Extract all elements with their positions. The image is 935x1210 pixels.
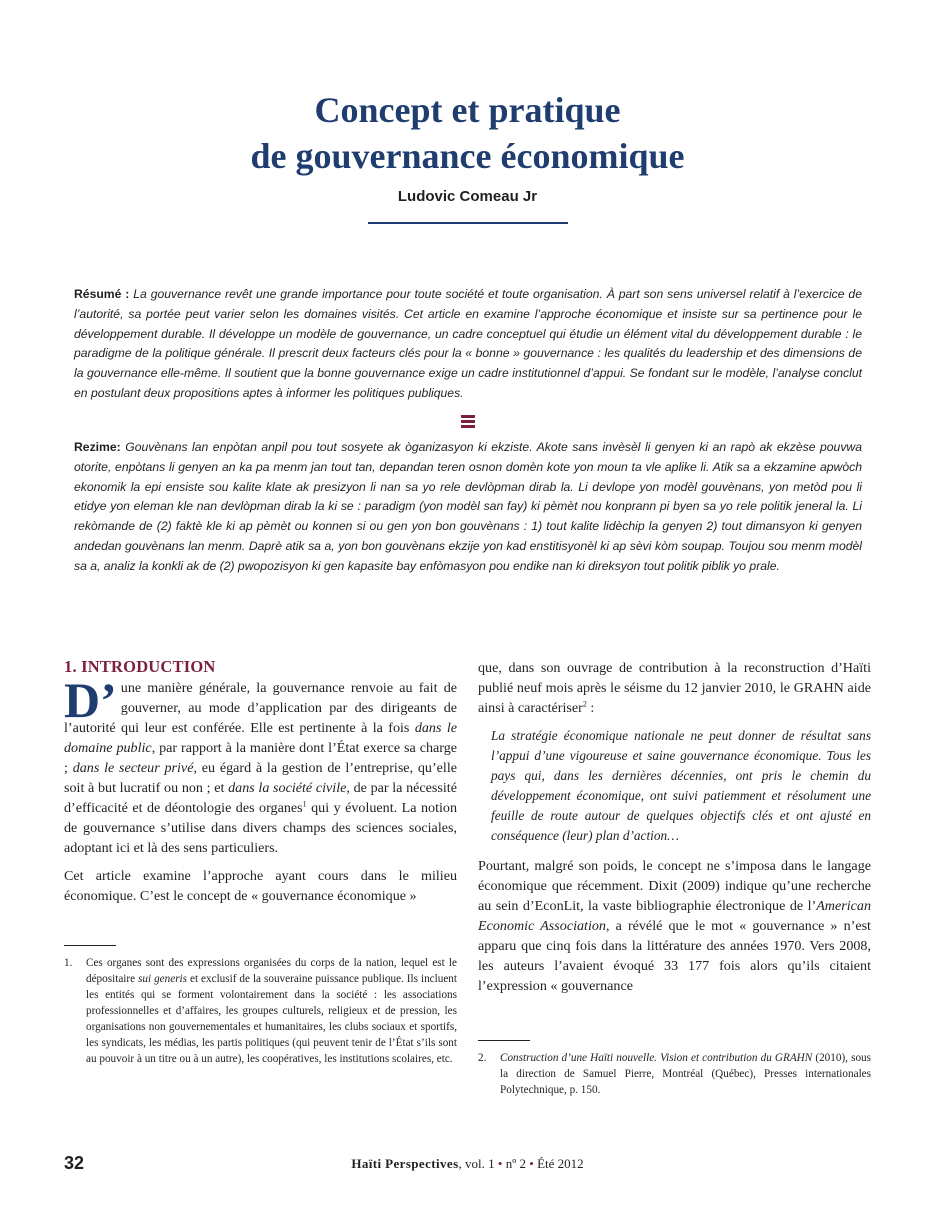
right-column [478,658,871,996]
abstract-creole [74,438,862,577]
footnote-ref-2[interactable]: 2 [582,699,587,709]
footer-bullet-1: • [497,1156,503,1171]
abstract-creole-label: Rezime: [74,440,121,454]
p1-text-g: , de par la nécessité d’efficacité et de déontologie des organes [64,780,457,816]
fn1-text-c: et exclusif de la souveraine puissance publique. Ils incluent les entités qui se forment volontairement dans la société : les associations professionnelles et d’affaires, les groupes culturels, religieux et de pression, les organisations non gouvernementales et humanitaires, les clubs sociaux et sportifs, les syndicats, les médias, les partis politiques (qui peuvent tenir de l’État s’ils sont au pouvoir à un titre ou à un autre), les coopératives, les institutions scolaires, etc. [86,973,457,1065]
footnote-2-text [500,1050,871,1098]
footnote-1-text [86,955,457,1067]
author-name: Ludovic Comeau Jr [397,188,538,205]
intro-paragraph-2: Cet article examine l’approche ayant cours dans le milieu économique. C’est le concept de « gouvernance économique » [64,868,457,904]
page-number: 32 [64,1153,85,1173]
footnote-2 [478,1050,871,1098]
footer-volume: , vol. 1 [458,1156,498,1171]
abstract-french-text: La gouvernance revêt une grande importance pour toute société et toute organisation. À part son sens universel relatif à l’exercice de l’autorité, sa portée peut varier selon les domaines visités. Cet article en examine l’approche économique et insiste sur sa pertinence pour le développement durable. Il développe un modèle de gouvernance, un cadre conceptuel qui étudie un élément vital du développement durable : le paradigme de la politique générale. Il prescrit deux facteurs clés pour la « bonne » gouvernance : les qualités du leadership et des dimensions de la gouvernance elle-même. Il soutient que la bonne gouvernance exige un cadre institutionnel d’appui. Se fondant sur le modèle, l’analyse conclut en postulant deux propositions aptes à informer les politiques publiques. [74,287,862,400]
drop-cap: D’ [64,672,117,728]
p1-emph-private: dans le secteur privé [72,760,194,776]
p4-emph: American Economic Association [478,898,871,934]
fn1-text-a: Ces organes sont des expressions organisées du corps de la nation, lequel est le dépositaire [86,957,457,985]
abstract-french-label: Résumé : [74,287,130,301]
article-title [0,87,935,179]
intro-paragraph-3 [478,658,871,718]
footnote-rule [64,945,116,946]
p1-text-h: qui y évoluent. La notion de gouvernance s’utilise dans divers champs des sciences sociales, adoptant ici et là des sens particuliers. [64,800,457,856]
p1-emph-public: dans le domaine public [64,720,457,756]
footnote-2-block [478,1040,871,1098]
p4-text-a: Pourtant, malgré son poids, le concept ne s’imposa dans le langage économique que récemment. Dixit (2009) indique qu’une recherche au sein d’EconLit, la vaste bibliographie électronique de l’ [478,858,871,914]
p3-text-a: que, dans son ouvrage de contribution à la reconstruction d’Haïti publié neuf mois après le séisme du 12 janvier 2010, le GRAHN aide ainsi à caractériser [478,660,871,716]
footnote-2-number: 2. [478,1052,487,1064]
footer-issue: nº 2 [502,1156,530,1171]
p1-text-c: , par rapport à la manière dont l’État exerce sa charge ; [64,740,457,776]
abstract-french [74,285,862,404]
journal-name: Haïti Perspectives [351,1156,459,1171]
fn2-text-b: (2010), sous la direction de Samuel Pierre, Montréal (Québec), Presses internationales Polytechnique, p. 150. [500,1052,871,1096]
footnote-1-block [64,945,457,1067]
footnote-ref-1[interactable]: 1 [302,799,307,809]
footer-bullet-2: • [529,1156,534,1171]
fn2-emph: Construction d’une Haïti nouvelle. Vision et contribution du GRAHN [500,1052,813,1064]
running-footer [0,1156,935,1172]
footer-season: Été 2012 [533,1156,584,1171]
p4-text-c: , a révélé que le mot « gouvernance » n’est apparu que cinq fois dans la littérature des années 1970. Vers 2008, les auteurs l’avaient évoqué 33 177 fois alors qu’ils citaient l’expression « gouvernance [478,918,871,994]
block-quote: La stratégie économique nationale ne peut donner de résultat sans l’appui d’une vigoureuse et saine gouvernance économique. Tous les pays qui, dans les dernières décennies, ont pris le chemin du développement économique, ont suivi patiemment et résolument une feuille de route autour de quelques objectifs clés et ont ajusté en conséquence (leur) plan d’action… [491,728,871,843]
p1-emph-civil: dans la société civile [228,780,347,796]
p1-text-a: une manière générale, la gouvernance renvoie au fait de gouverner, au mode d’application par des dirigeants de l’autorité qui leur est conférée. Elle est pertinente à la fois [64,680,457,736]
p3-text-b: : [586,700,595,716]
left-column [64,656,457,906]
footnote-rule-2 [478,1040,530,1041]
three-bar-ornament-icon [461,415,475,429]
author-divider [368,222,568,224]
p1-text-e: , eu égard à la gestion de l’entreprise, qu’elle soit à but lucratif ou non ; et [64,760,457,796]
intro-paragraph-1 [64,672,457,858]
footnote-1-number: 1. [64,957,73,969]
fn1-emph: sui generis [138,973,188,985]
footnote-1 [64,955,457,1067]
abstract-creole-text: Gouvènans lan enpòtan anpil pou tout sosyete ak òganizasyon ki ekziste. Akote sans invèsèl li genyen ki an rapò ak ekzèse pouvwa otorite, enpòtans li genyen an ka pa menm jan tout tan, depandan teren osnon domèn kote yon moun ta vle aplike li. Atik sa a ekzamine apwòch ekonomik la epi ensiste sou kalite klate ak presizyon li nan sa yo rele devlòpman dirab la. Li devlope yon modèl gouvènans, yon metòd pou li etidye yon eleman kle nan devlòpman dirab la ki se : paradigm (yon modèl san fay) ki pèmèt nou konprann pi byen sa yo rele politik jeneral la. Li rekòmande de (2) faktè kle ki ap pèmèt ou konnen si ou gen yon bon gouvènans : 1) tout kalite lidèchip la genyen 2) tout dimansyon ki genyen andedan gouvènans lan menm. Daprè atik sa a, yon bon gouvènans ekzije yon kad enstitisyonèl ki ap sèvi kòm soupap. Toujou sou menm modèl sa a, analiz la konkli ak de (2) pwopozisyon ki gen kapasite bay enfòmasyon pou endike nan ki direksyon tout politik piblik yo prale. [74,440,862,573]
title-line-2: de gouvernance économique [250,136,685,176]
title-line-1: Concept et pratique [314,90,621,130]
intro-paragraph-4 [478,856,871,996]
section-heading: 1. INTRODUCTION [64,657,216,676]
